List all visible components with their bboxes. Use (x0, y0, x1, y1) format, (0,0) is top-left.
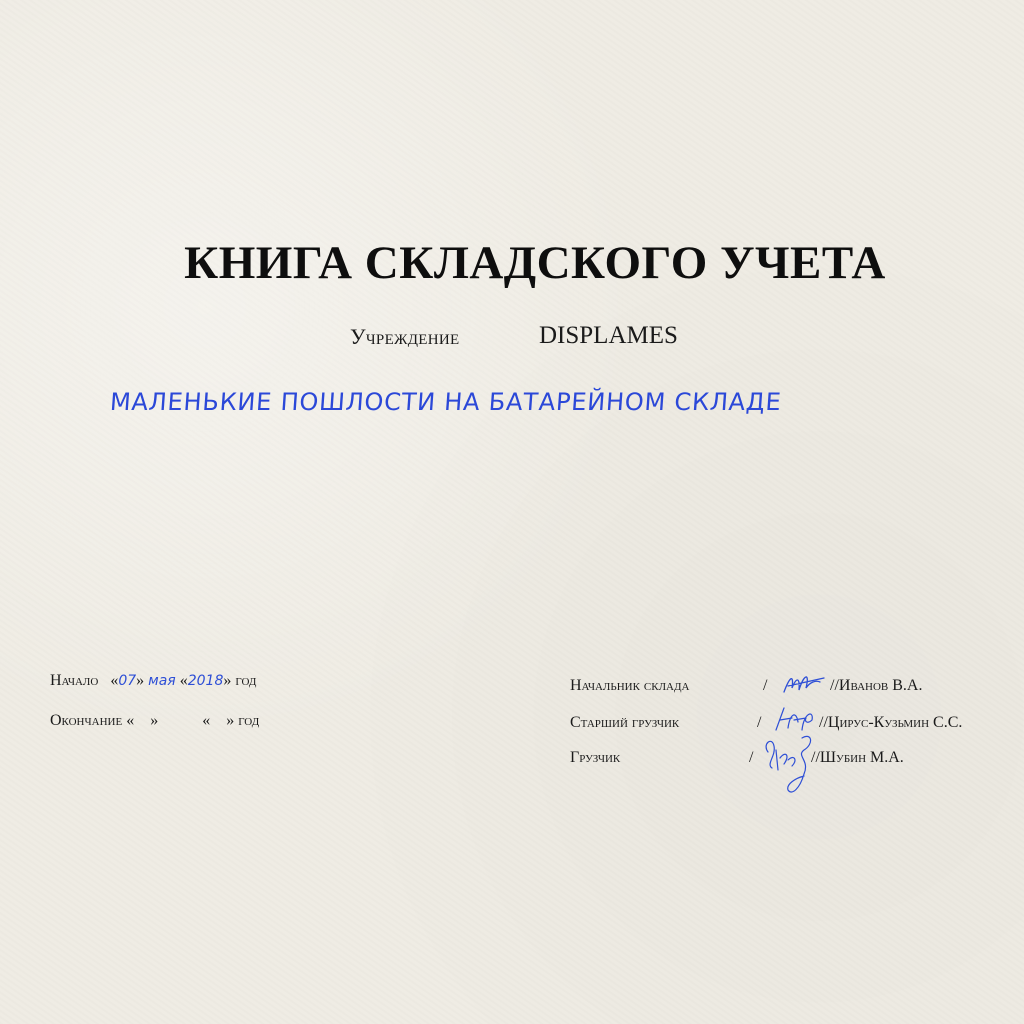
staff-role-loader: Грузчик (570, 749, 621, 766)
signature-shubin (758, 730, 818, 802)
signature-separator: / (763, 677, 768, 694)
start-label: Начало (50, 672, 99, 689)
staff-name-senior-loader: //Цирус-Кузьмин С.С. (819, 714, 963, 731)
start-month: мая (148, 673, 176, 689)
signature-ivanov (780, 668, 830, 698)
institution-label: Учреждение (350, 324, 460, 349)
staff-role-head: Начальник склада (570, 677, 690, 694)
page-title: КНИГА СКЛАДСКОГО УЧЕТА (184, 237, 886, 289)
start-year-suffix: год (235, 672, 257, 689)
end-year-suffix: год (238, 712, 260, 729)
staff-role-senior-loader: Старший грузчик (570, 714, 680, 731)
start-year: 2018 (187, 673, 224, 689)
institution-value: DISPLAMES (539, 322, 678, 349)
signature-separator: / (749, 749, 754, 766)
start-day: 07 (118, 673, 137, 689)
staff-name-loader: //Шубин М.А. (811, 749, 904, 766)
end-date-line: Окончание « » « » год (50, 712, 260, 729)
signature-separator: / (757, 714, 762, 731)
start-date-line: Начало «07» мая «2018» год (50, 672, 257, 689)
end-label: Окончание (50, 712, 123, 729)
handwritten-title: МАЛЕНЬКИЕ ПОШЛОСТИ НА БАТАРЕЙНОМ СКЛАДЕ (109, 388, 783, 416)
staff-name-head: //Иванов В.А. (830, 677, 923, 694)
